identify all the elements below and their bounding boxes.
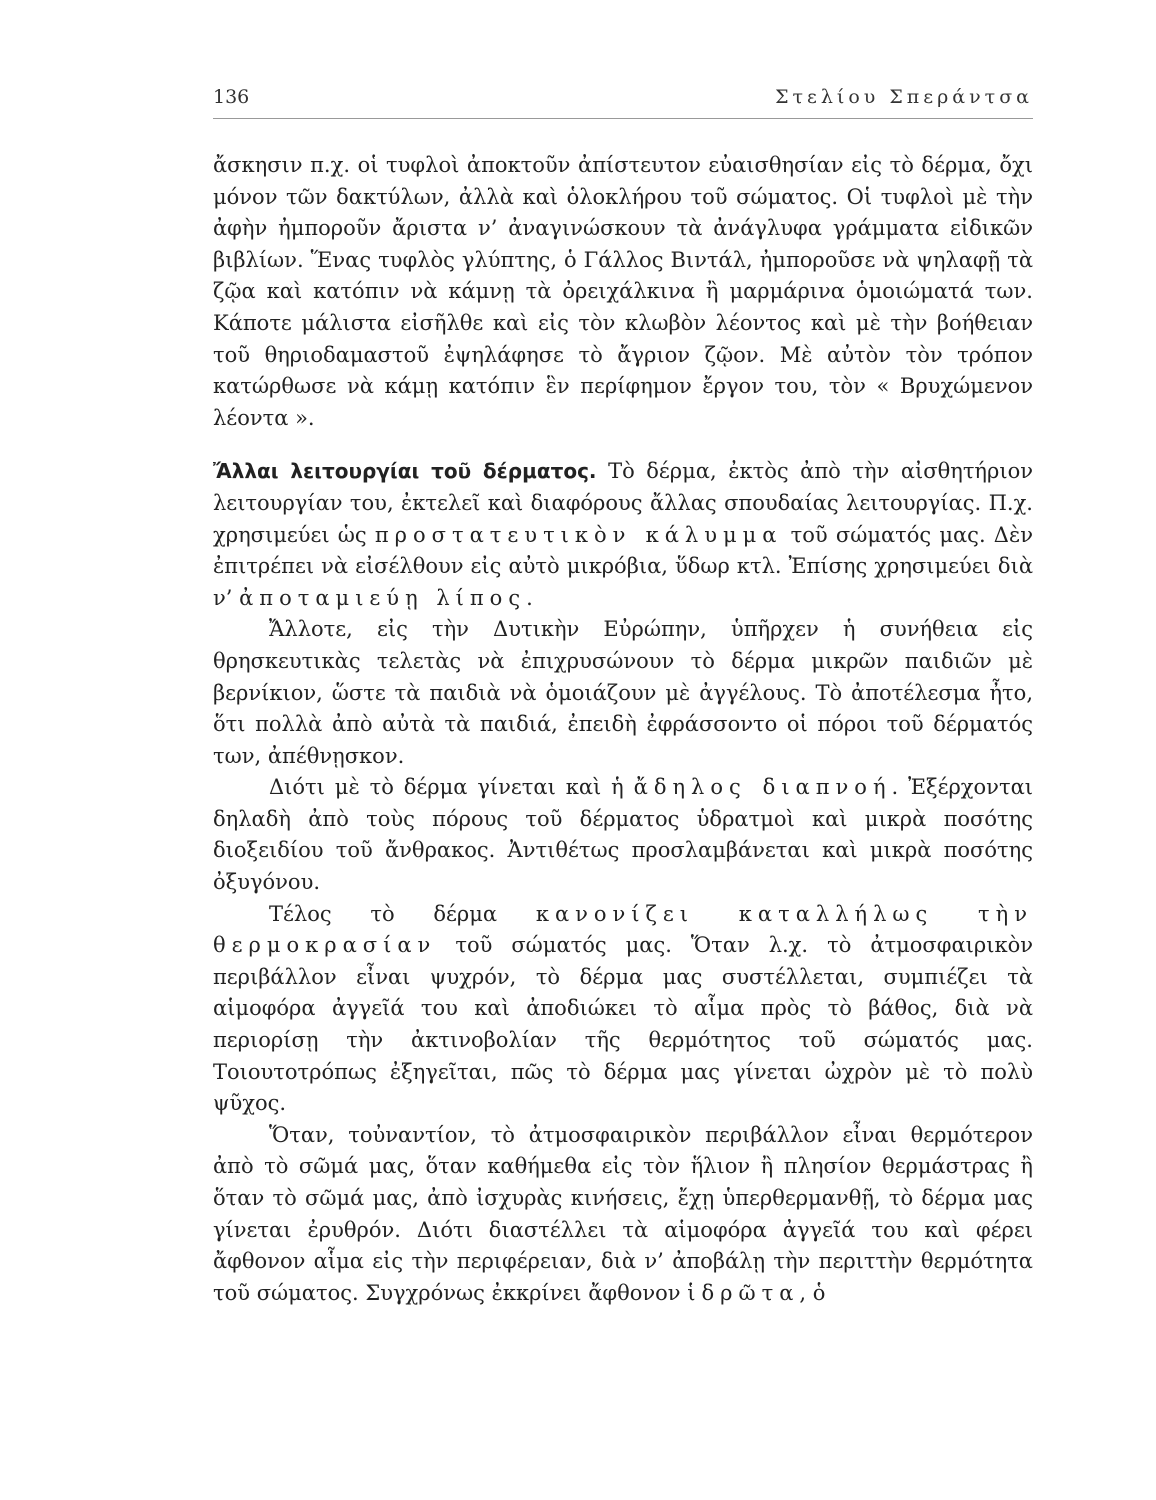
paragraph-text: Τὸ δέρμα, ἐκτὸς ἀπὸ τὴν αἰσθητήριον λειτουργίαν του, ἐκτελεῖ καὶ διαφόρους ἄλλας σπουδαίας λειτουργίας. Π.χ. χρησιμεύει ὡς	[213, 459, 1034, 547]
emphasis-text: ἱδρῶτα	[687, 1280, 800, 1305]
header-rule	[213, 118, 1033, 119]
page-number: 136	[213, 86, 250, 108]
section-gap	[213, 434, 1033, 456]
emphasis-text: κανονίζει καταλλήλως τὴν θερμοκρασίαν	[213, 901, 1033, 958]
page-header	[213, 86, 1033, 116]
paragraph-gilding	[213, 614, 1033, 772]
emphasis-text: προστατευτικὸν κάλυμμα	[374, 522, 783, 547]
paragraph-text: τοῦ σώματός μας. Ὅταν λ.χ. τὸ ἀτμοσφαιρικὸν περιβάλλον εἶναι ψυχρόν, τὸ δέρμα μας συστέλλεται, συμπιέζει τὰ αἱμοφόρα ἀγγεῖά του καὶ ἀποδιώκει τὸ αἷμα πρὸς τὸ βάθος, διὰ νὰ περιορίσῃ τὴν ἀκτινοβολίαν τῆς θερμότητος τοῦ σώματός μας. Τοιουτοτρόπως ἐξηγεῖται, πῶς τὸ δέρμα μας γίνεται ὠχρὸν μὲ τὸ πολὺ ψῦχος.	[213, 933, 1033, 1116]
paragraph-heat	[213, 1120, 1033, 1310]
emphasis-text: ἀποταμιεύῃ λίπος	[239, 585, 527, 610]
paragraph-text: ἄσκησιν π.χ. οἱ τυφλοὶ ἀποκτοῦν ἀπίστευτον εὐαισθησίαν εἰς τὸ δέρμα, ὄχι μόνον τῶν δακτύλων, ἀλλὰ καὶ ὁλοκλήρου τοῦ σώματος. Οἱ τυφλοὶ μὲ τὴν ἀφὴν ἠμποροῦν ἄριστα ν’ ἀναγινώσκουν τὰ ἀνάγλυφα γράμματα εἰδικῶν βιβλίων. Ἕνας τυφλὸς γλύπτης, ὁ Γάλλος Βιντάλ, ἠμποροῦσε νὰ ψηλαφῇ τὰ ζῷα καὶ κατόπιν νὰ κάμνῃ τὰ ὀρειχάλκινα ἢ μαρμάρινα ὁμοιώματά των. Κάποτε μάλιστα εἰσῆλθε καὶ εἰς τὸν κλωβὸν λέοντος καὶ μὲ τὴν βοήθειαν τοῦ θηριοδαμαστοῦ ἐψηλάφησε τὸ ἄγριον ζῷον. Μὲ αὐτὸν τὸν τρόπον κατώρθωσε νὰ κάμῃ κατόπιν ἓν περίφημον ἔργον του, τὸν « Βρυχώμενον λέοντα ».	[213, 153, 1033, 430]
paragraph-text: Ὅταν, τοὐναντίον, τὸ ἀτμοσφαιρικὸν περιβάλλον εἶναι θερμότερον ἀπὸ τὸ σῶμά μας, ὅταν καθήμεθα εἰς τὸν ἥλιον ἢ πλησίον θερμάστρας ἢ ὅταν τὸ σῶμά μας, ἀπὸ ἰσχυρὰς κινήσεις, ἔχῃ ὑπερθερμανθῇ, τὸ δέρμα μας γίνεται ἐρυθρόν. Διότι διαστέλλει τὰ αἱμοφόρα ἀγγεῖά του καὶ φέρει ἄφθονον αἷμα εἰς τὴν περιφέρειαν, διὰ ν’ ἀποβάλῃ τὴν περιττὴν θερμότητα τοῦ σώματος. Συγχρόνως ἐκκρίνει ἄφθονον	[213, 1122, 1033, 1305]
paragraph-text: . Ἐξέρχονται δηλαδὴ ἀπὸ τοὺς πόρους τοῦ δέρματος ὑδρατμοὶ καὶ μικρὰ ποσότης διοξειδίου τοῦ ἄνθρακος. Ἀντιθέτως προσλαμβάνεται καὶ μικρὰ ποσότης ὀξυγόνου.	[213, 775, 1033, 895]
body-text	[213, 150, 1033, 1309]
paragraph-text: .	[526, 585, 533, 610]
paragraph-text: Ἄλλοτε, εἰς τὴν Δυτικὴν Εὐρώπην, ὑπῆρχεν ἡ συνήθεια εἰς θρησκευτικὰς τελετὰς νὰ ἐπιχρυσώνουν τὸ δέρμα μικρῶν παιδιῶν μὲ βερνίκιον, ὥστε τὰ παιδιὰ νὰ ὁμοιάζουν μὲ ἀγγέλους. Τὸ ἀποτέλεσμα ἦτο, ὅτι πολλὰ ἀπὸ αὐτὰ τὰ παιδιά, ἐπειδὴ ἐφράσσοντο οἱ πόροι τοῦ δέρματός των, ἀπέθνῃσκον.	[213, 617, 1033, 768]
paragraph-text: , ὁ	[799, 1280, 826, 1305]
emphasis-text: ἄδηλος διαπνοή	[633, 775, 892, 800]
paragraph-text: Τέλος τὸ δέρμα	[269, 901, 536, 926]
paragraph-other-functions	[213, 456, 1033, 614]
paragraph-temperature	[213, 899, 1033, 1120]
paragraph-text: Διότι μὲ τὸ δέρμα γίνεται καὶ ἡ	[269, 775, 634, 800]
paragraph-text: τοῦ σώματός μας. Δὲν ἐπιτρέπει νὰ εἰσέλθουν εἰς αὐτὸ μικρόβια, ὕδωρ κτλ. Ἐπίσης χρησιμεύει διὰ ν’	[213, 522, 1033, 610]
section-heading: Ἄλλαι λειτουργίαι τοῦ δέρματος.	[213, 459, 597, 484]
running-title: Στελίου Σπεράντσα	[775, 86, 1033, 108]
paragraph-perspiration	[213, 772, 1033, 898]
paragraph-blind-touch	[213, 150, 1033, 434]
